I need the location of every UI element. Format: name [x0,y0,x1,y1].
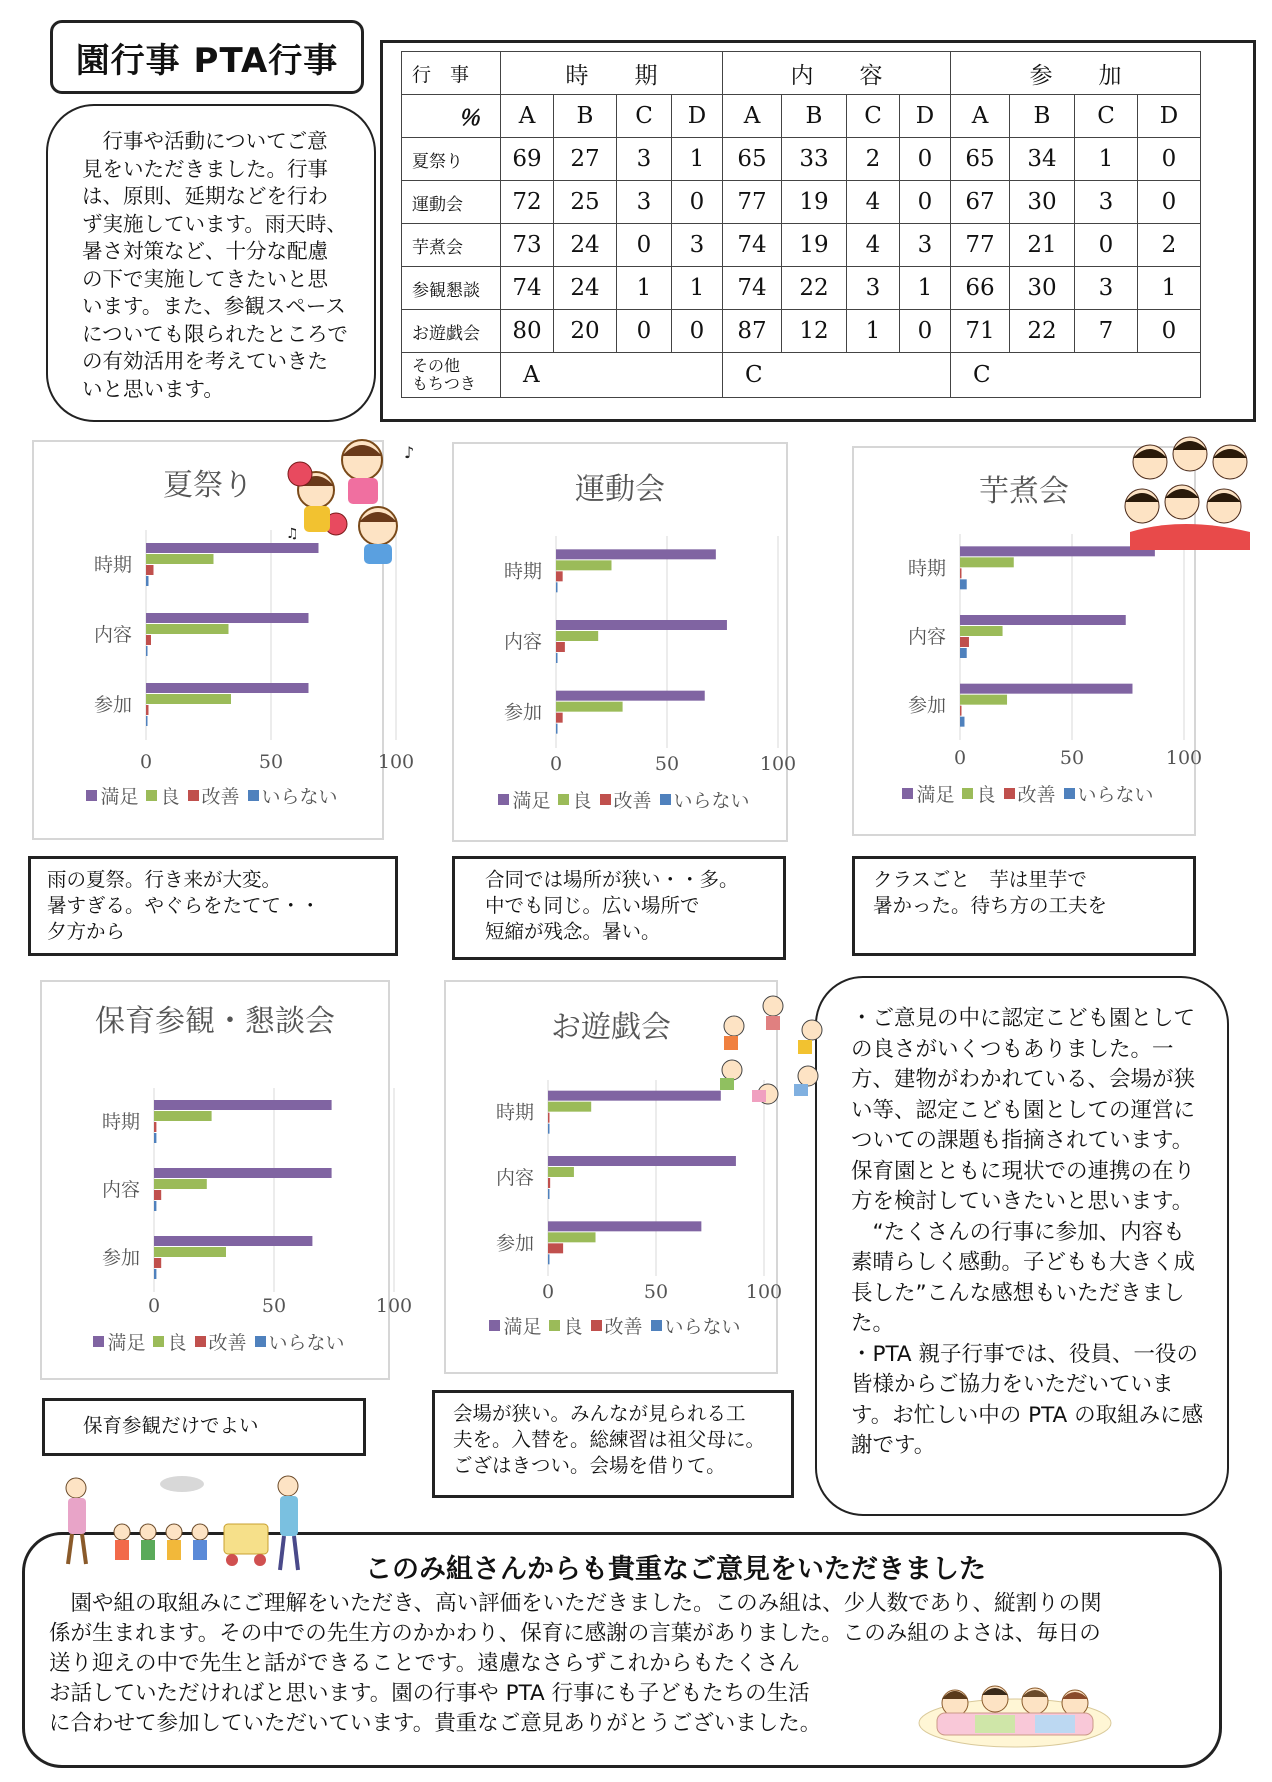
bar-iranai [960,579,967,589]
bar-iranai [548,1124,550,1134]
legend-label: いらない [664,1316,741,1338]
comment-line: ござはきつい。会場を借りて。 [453,1454,726,1477]
bar-iranai [960,648,967,658]
legend-swatch [549,1320,560,1331]
table-cell: 12 [782,310,847,353]
bar-yoi [960,695,1007,705]
bar-manzoku [154,1168,332,1178]
bar-yoi [960,626,1003,636]
comment-natsumatsuri [28,856,398,956]
other-label [402,353,501,398]
x-tick-label: 0 [147,1295,161,1317]
table-cell: 0 [617,224,672,267]
table-col-letter: D [1138,95,1201,138]
table-cell: 3 [672,224,723,267]
category-label: 時期 [504,560,543,583]
table-cell: 1 [900,267,951,310]
legend-swatch [489,1320,500,1331]
bar-yoi [548,1232,596,1242]
bottom-line: 係が生まれます。その中での先生方のかかわり、保育に感謝の言葉がありました。このみ組のよさは、毎日の [49,1621,1101,1646]
table-cell: 20 [554,310,617,353]
bar-kaizen [960,568,962,578]
x-tick-label: 50 [1059,747,1085,769]
x-tick-label: 100 [375,1295,413,1317]
bar-iranai [556,582,558,592]
legend-swatch [558,794,569,805]
category-label: 内容 [496,1167,535,1189]
table-cell: 7 [1075,310,1138,353]
other-label-line2: もちつき [412,374,476,393]
table-cell: 19 [782,224,847,267]
bar-iranai [154,1269,156,1279]
legend-swatch [651,1320,662,1331]
table-cell: 25 [554,181,617,224]
legend-label: 改善 [208,1332,247,1354]
table-cell: 30 [1010,267,1075,310]
bar-kaizen [146,635,151,645]
bar-yoi [556,560,612,570]
table-cell: 2 [847,138,900,181]
other-value-sanka: C [951,353,1201,398]
table-cell: 34 [1010,138,1075,181]
legend-label: いらない [268,1332,345,1354]
bar-iranai [146,646,148,656]
x-tick-label: 50 [654,753,680,775]
table-col-letter: B [782,95,847,138]
comment-line: 合同では場所が狭い・・多。 [485,868,739,891]
chart-legend [854,780,1194,807]
bar-yoi [146,624,229,634]
legend-label: 良 [976,784,996,806]
comment-sankan [42,1398,366,1456]
table-cell: 22 [782,267,847,310]
table-row [402,310,1201,353]
table-corner-percent: ％ [402,95,501,138]
legend-swatch [902,788,913,799]
table-cell: 24 [554,267,617,310]
legend-label: いらない [673,790,750,812]
table-cell: 1 [672,267,723,310]
legend-label: 良 [160,786,180,808]
bar-kaizen [556,713,563,723]
table-cell: 22 [1010,310,1075,353]
table-cell: 73 [501,224,554,267]
bar-iranai [960,717,964,727]
table-cell: 0 [617,310,672,353]
bar-kaizen [548,1113,550,1123]
summer-festival-kids-illustration [282,428,432,568]
bar-iranai [154,1201,156,1211]
group-header-sanka: 参 加 [951,52,1201,95]
table-col-letter: C [847,95,900,138]
legend-label: 満足 [916,784,955,806]
legend-label: 改善 [613,790,652,812]
table-col-letter: D [900,95,951,138]
comment-line: 夕方から [47,920,126,943]
legend-label: 良 [572,790,592,812]
category-label: 時期 [94,554,133,576]
table-row [402,138,1201,181]
bar-kaizen [154,1190,161,1200]
table-cell: 0 [672,181,723,224]
bar-yoi [960,557,1014,567]
table-cell: 65 [723,138,782,181]
legend-swatch [498,794,509,805]
table-cell: 0 [1138,138,1201,181]
table-cell: 3 [617,181,672,224]
table-cell: 4 [847,181,900,224]
table-cell: 30 [1010,181,1075,224]
table-cell: 1 [1075,138,1138,181]
x-tick-label: 100 [745,1281,783,1303]
category-label: 時期 [496,1101,535,1124]
table-cell: 27 [554,138,617,181]
bottom-line: お話していただければと思います。園の行事や PTA 行事にも子どもたちの生活 [49,1681,810,1706]
bar-iranai [548,1254,550,1264]
chart-legend [34,782,382,809]
bar-yoi [548,1167,574,1177]
table-cell: 77 [723,181,782,224]
category-label: 参加 [496,1232,535,1255]
table-cell: 72 [501,181,554,224]
table-cell: 77 [951,224,1010,267]
bar-iranai [556,653,558,663]
comment-line: 雨の夏祭。行き来が大変。 [47,868,282,891]
x-tick-label: 50 [643,1281,669,1303]
legend-label: 改善 [604,1316,643,1338]
bar-manzoku [154,1100,332,1110]
legend-swatch [188,790,199,801]
category-label: 参加 [504,701,543,724]
bar-kaizen [154,1258,161,1268]
legend-swatch [1064,788,1075,799]
dancing-kids-circle-illustration [712,990,834,1108]
table-row-label: 夏祭り [402,138,501,181]
chart-legend [446,1312,776,1339]
results-table-frame [380,40,1256,422]
comment-line: 保育参観だけでよい [83,1414,259,1437]
comment-line: 暑かった。待ち方の工夫を [873,894,1108,917]
table-cell: 3 [1075,267,1138,310]
bottom-title: このみ組さんからも貴重なご意見をいただきました [365,1554,986,1585]
legend-swatch [146,790,157,801]
table-cell: 65 [951,138,1010,181]
bar-chart-svg [42,982,413,1378]
category-label: 時期 [102,1111,141,1133]
x-tick-label: 0 [139,751,153,773]
table-col-letter: C [617,95,672,138]
bar-manzoku [556,620,727,630]
intro-text: 行事や活動についてご意見をいただきました。行事は、原則、延期などを行わず実施しています。雨天時、暑さ対策など、十分な配慮の下で実施してきたいと思います。また、参観スペースについても限られたところでの有効活用を考えていきたいと思います。 [46,104,376,422]
table-cell: 2 [1138,224,1201,267]
summary-text: ・ご意見の中に認定こども園としての良さがいくつもありました。一方、建物がわかれている、会場が狭い等、認定こども園としての運営についての課題も指摘されています。保育園とともに現状での連携の在り方を検討していきたいと思います。 “たくさんの行事に参加、内容も素晴らしく感動。子どもも大きく成長した”こんな感想もいただきました。 ・PTA 親子行事では、役員、一役の皆様からご協力をいただいています。お忙しい中の PTA の取組みに感謝です。 [815,976,1229,1516]
bar-iranai [146,576,149,586]
bar-manzoku [154,1236,312,1246]
legend-swatch [93,1336,104,1347]
legend-label: 満足 [107,1332,146,1354]
table-cell: 4 [847,224,900,267]
comment-undoukai [452,856,786,960]
comment-line: 夫を。入替を。総練習は祖父母に。 [453,1428,766,1451]
comment-imoni [852,856,1196,956]
table-cell: 0 [1138,181,1201,224]
legend-label: 満足 [100,786,139,808]
bar-manzoku [146,683,309,693]
table-cell: 1 [1138,267,1201,310]
x-tick-label: 0 [549,753,563,775]
category-label: 内容 [102,1179,141,1201]
table-cell: 0 [900,310,951,353]
table-cell: 21 [1010,224,1075,267]
bar-manzoku [146,613,309,623]
table-cell: 3 [847,267,900,310]
page-title: 園行事 PTA行事 [50,20,364,94]
table-col-letter: D [672,95,723,138]
x-tick-label: 0 [541,1281,555,1303]
x-tick-label: 50 [261,1295,287,1317]
legend-label: 改善 [201,786,240,808]
bar-yoi [556,631,598,641]
comment-line: 中でも同じ。広い場所で [485,894,700,917]
bar-manzoku [548,1156,736,1166]
legend-label: いらない [1077,784,1154,806]
bar-chart-svg [454,444,797,840]
table-cell: 1 [617,267,672,310]
table-cell: 1 [847,310,900,353]
table-col-letter: A [951,95,1010,138]
table-cell: 24 [554,224,617,267]
legend-label: いらない [261,786,338,808]
x-tick-label: 0 [953,747,967,769]
bar-yoi [146,554,214,564]
bar-iranai [146,716,148,726]
bar-yoi [556,702,623,712]
x-tick-label: 100 [377,751,415,773]
category-label: 内容 [908,626,947,648]
table-cell: 3 [617,138,672,181]
category-label: 時期 [908,557,947,580]
other-label-line1: その他 [412,356,461,375]
table-cell: 0 [900,138,951,181]
bar-iranai [548,1189,550,1199]
bar-kaizen [960,706,962,716]
table-cell: 19 [782,181,847,224]
table-col-letter: A [501,95,554,138]
kids-faces-illustration [1120,432,1270,550]
table-row [402,224,1201,267]
bar-manzoku [556,691,705,701]
bar-kaizen [548,1178,550,1188]
group-header-naiyou: 内 容 [723,52,951,95]
table-cell: 71 [951,310,1010,353]
legend-swatch [195,1336,206,1347]
bottom-line: に合わせて参加していただいています。貴重なご意見ありがとうございました。 [49,1711,822,1736]
table-cell: 66 [951,267,1010,310]
table-cell: 3 [1075,181,1138,224]
bar-manzoku [960,684,1132,694]
table-col-letter: A [723,95,782,138]
legend-swatch [600,794,611,805]
table-cell: 3 [900,224,951,267]
table-col-letter: C [1075,95,1138,138]
bar-kaizen [146,705,149,715]
svg-text:♫: ♫ [286,526,299,542]
table-row-label: 運動会 [402,181,501,224]
bar-iranai [556,724,558,734]
bar-kaizen [556,642,565,652]
table-row [402,267,1201,310]
table-col-letter: B [554,95,617,138]
legend-label: 良 [563,1316,583,1338]
other-value-naiyou: C [723,353,951,398]
bar-yoi [146,694,231,704]
table-row-label: 芋煮会 [402,224,501,267]
table-cell: 0 [900,181,951,224]
legend-label: 満足 [503,1316,542,1338]
bar-kaizen [154,1122,156,1132]
chart-legend [42,1328,388,1355]
category-label: 内容 [94,624,133,646]
legend-swatch [962,788,973,799]
bar-manzoku [556,549,716,559]
chart-title: 芋煮会 [979,474,1069,509]
chart-title: 保育参観・懇談会 [95,1004,335,1039]
legend-label: 改善 [1017,784,1056,806]
table-cell: 1 [672,138,723,181]
legend-swatch [660,794,671,805]
bottom-line: 送り迎えの中で先生と話ができることです。遠慮なさらずこれからもたくさん [49,1651,800,1676]
bar-manzoku [548,1091,721,1101]
category-label: 内容 [504,631,543,653]
table-cell: 74 [501,267,554,310]
chart-title: お遊戯会 [551,1010,671,1045]
table-cell: 33 [782,138,847,181]
svg-text:♪: ♪ [404,443,415,462]
chart-title: 運動会 [575,472,665,507]
bar-iranai [154,1133,156,1143]
chart-title: 夏祭り [163,468,253,503]
chart-sankan-kondan [40,980,413,1380]
results-table [401,51,1201,398]
legend-label: 満足 [512,790,551,812]
legend-swatch [248,790,259,801]
x-tick-label: 100 [759,753,797,775]
comment-yuugi [432,1390,794,1498]
table-cell: 67 [951,181,1010,224]
table-corner-top: 行 事 [402,52,501,95]
bar-yoi [154,1247,226,1257]
bottom-line: 園や組の取組みにご理解をいただき、高い評価をいただきました。このみ組は、少人数であり、縦割りの関 [49,1591,1102,1616]
bar-manzoku [548,1221,701,1231]
other-value-jiki: A [501,353,723,398]
table-cell: 0 [1138,310,1201,353]
chart-legend [454,786,786,813]
legend-swatch [255,1336,266,1347]
sleeping-children-illustration [915,1663,1115,1753]
group-header-jiki: 時 期 [501,52,723,95]
comment-line: 暑すぎる。やぐらをたてて・・ [47,894,321,917]
table-cell: 0 [1075,224,1138,267]
x-tick-label: 100 [1165,747,1203,769]
table-row [402,181,1201,224]
bar-kaizen [548,1243,563,1253]
legend-swatch [1004,788,1015,799]
table-cell: 0 [672,310,723,353]
family-walking-illustration [52,1474,314,1586]
bar-manzoku [960,615,1126,625]
table-col-letter: B [1010,95,1075,138]
legend-swatch [591,1320,602,1331]
bar-kaizen [146,565,154,575]
category-label: 参加 [94,694,133,716]
bar-yoi [154,1179,207,1189]
bar-kaizen [556,571,563,581]
table-cell: 87 [723,310,782,353]
legend-swatch [86,790,97,801]
comment-line: クラスごと 芋は里芋で [873,868,1087,891]
bar-yoi [548,1102,591,1112]
legend-swatch [153,1336,164,1347]
table-cell: 74 [723,224,782,267]
table-cell: 80 [501,310,554,353]
bar-kaizen [960,637,969,647]
category-label: 参加 [102,1247,141,1269]
legend-label: 良 [167,1332,187,1354]
category-label: 参加 [908,694,947,717]
x-tick-label: 50 [258,751,284,773]
comment-line: 短縮が残念。暑い。 [485,920,661,943]
comment-line: 会場が狭い。みんなが見られる工 [453,1402,746,1425]
table-row-label: お遊戯会 [402,310,501,353]
bar-yoi [154,1111,212,1121]
table-cell: 74 [723,267,782,310]
table-row-label: 参観懇談 [402,267,501,310]
chart-undoukai [452,442,797,842]
table-cell: 69 [501,138,554,181]
